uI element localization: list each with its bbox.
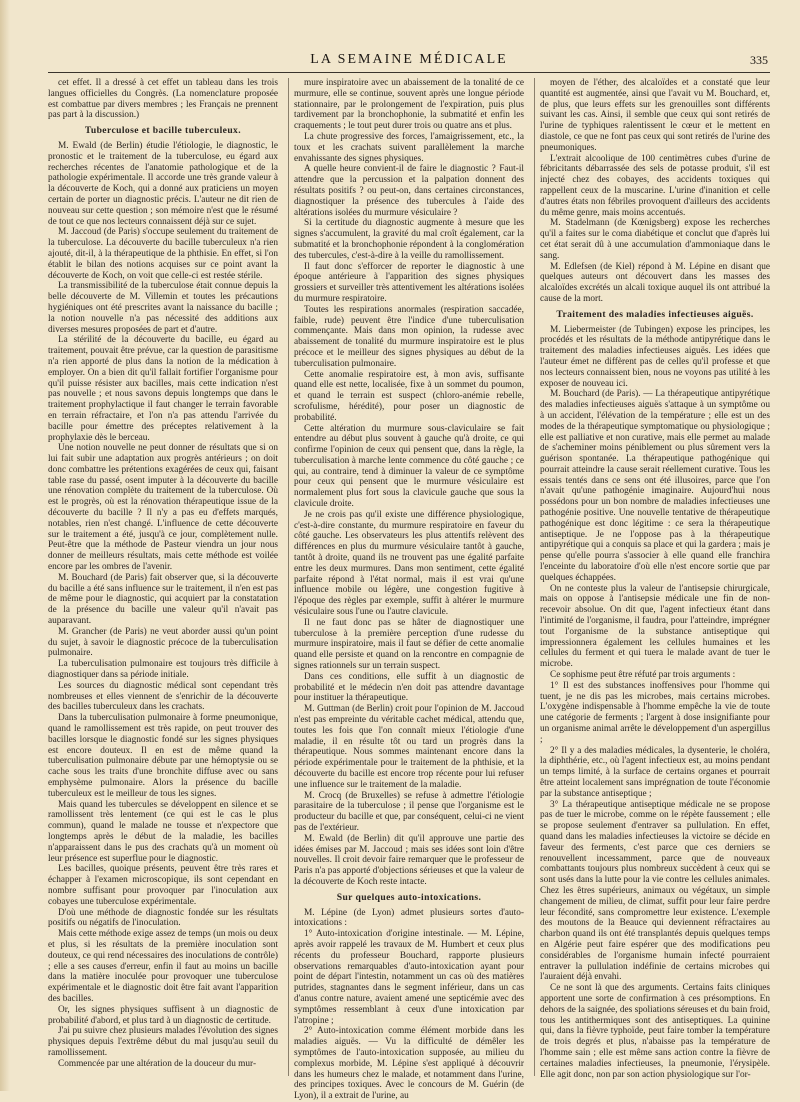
paragraph: Cette anomalie respiratoire est, à mon avis, suffisante quand elle est nette, localisée, fixe à un sommet du poumon, et quand le terrain est suspect (chloro-anémie rebelle, scrofulisme, hérédité), pour poser un diagnostic de probabilité. bbox=[294, 369, 524, 423]
paragraph: La tuberculisation pulmonaire est toujours très difficile à diagnostiquer dans sa période initiale. bbox=[48, 659, 278, 681]
paragraph: M. Guttman (de Berlin) croit pour l'opinion de M. Jaccoud n'est pas empreinte du véritable cachet médical, attendu que, toutes les fois que l'on connaît mieux l'étiologie d'une maladie, il en résulte tôt ou tard un progrès dans la thérapeutique. Nous sommes maintenant encore dans la période expérimentale pour le traitement de la phthisie, et la découverte du bacille est encore trop récente pour lui refuser une influence sur le traitement de la maladie. bbox=[294, 704, 524, 790]
paragraph: mure inspiratoire avec un abaissement de la tonalité de ce murmure, elle se continue, souvent après une longue période stationnaire, par le prolongement de l'expiration, puis plus tardivement par la bronchophonie, la submatité et enfin les craquements ; le tout peut durer trois ou quatre ans et plus. bbox=[294, 78, 524, 132]
paragraph: M. Stadelmann (de Kœnigsberg) expose les recherches qu'il a faites sur le coma diabétique et conclut que d'après lui cet état serait dû à une accumulation d'ammoniaque dans le sang. bbox=[540, 218, 770, 261]
article-columns bbox=[48, 78, 770, 1102]
paragraph: Dans ces conditions, elle suffit à un diagnostic de probabilité et le médecin n'en doit pas attendre davantage pour instituer la thérapeutique. bbox=[294, 671, 524, 704]
paragraph: Ce sophisme peut être réfuté par trois arguments : bbox=[550, 670, 736, 681]
paragraph: Il faut donc s'efforcer de reporter le diagnostic à une époque antérieure à l'apparition des signes physiques grossiers et surveiller très attentivement les altérations isolées du murmure respiratoire. bbox=[294, 261, 524, 304]
paragraph: Or, les signes physiques suffisent à un diagnostic de probabilité d'abord, et plus tard à un diagnostic de certitude. bbox=[48, 1004, 278, 1026]
paragraph: Dans la tuberculisation pulmonaire à forme pneumonique, quand le ramollissement est très rapide, on peut trouver des bacilles lorsque le diagnostic fondé sur les signes physiques est encore douteux. Il en est de même quand la tuberculisation pulmonaire débute par une hémoptysie ou se cache sous les traits d'une bronchite diffuse avec ou sans emphysème pulmonaire. Alors la présence du bacille tuberculeux est le meilleur de tous les signes. bbox=[48, 713, 278, 799]
paragraph: 1° Auto-intoxication d'origine intestinale. — M. Lépine, après avoir rappelé les travaux de M. Humbert et ceux plus récents du professeur Bouchard, rapporte plusieurs observations remarquables d'auto-intoxication ayant pour point de départ l'intestin, notamment un cas où des matières putrides, stagnantes dans le segment inférieur, dans un cas d'anus contre nature, avaient amené une septicémie avec des symptômes ressemblant à ceux d'une intoxication par l'atropine ; bbox=[294, 929, 524, 1026]
paragraph: M. Crocq (de Bruxelles) se refuse à admettre l'étiologie parasitaire de la tuberculose ; il pense que l'organisme est le producteur du bacille et que, par conséquent, celui-ci ne vient pas de l'extérieur. bbox=[294, 790, 524, 833]
page-number: 335 bbox=[750, 53, 768, 67]
column-2 bbox=[294, 78, 524, 1102]
paragraph: Il ne faut donc pas se hâter de diagnostiquer une tuberculose à la première perception d'une rudesse du murmure inspiratoire, mais il faut se défier de cette anomalie quand elle persiste et quand on la rencontre en compagnie de signes rationnels sur un terrain suspect. bbox=[294, 617, 524, 672]
paragraph: moyen de l'éther, des alcaloïdes et a constaté que leur quantité est augmentée, ainsi que l'avait vu M. Bouchard, et, de plus, que leurs effets sur les grenouilles sont différents suivant les cas. Ainsi, il semble que ceux qui sont retirés de l'urine de typhiques ralentissent le cœur et le mettent en diastole, ce que ne font pas ceux qui sont retirés de l'urine des pneumoniques. bbox=[540, 78, 770, 153]
paragraph: 2° Il y a des maladies médicales, la dysenterie, le choléra, la diphthérie, etc., où l'agent infectieux est, au moins pendant un temps limité, à la surface de certains organes et pourrait être atteint localement sans imprégnation de toute l'économie par la substance antiseptique ; bbox=[540, 745, 770, 799]
journal-title: LA SEMAINE MÉDICALE bbox=[310, 52, 508, 67]
column-3 bbox=[540, 78, 770, 1078]
paragraph: M. Bouchard (de Paris). — La thérapeutique antipyrétique des maladies infectieuses aiguës s'attaque à un symptôme ou à un accident, l'élévation de la température ; elle est un des modes de la thérapeutique symptomatique ou physiologique ; elle est palliative et non curative, mais elle permet au malade de s'acheminer moins péniblement ou plus sûrement vers la guérison spontanée. La thérapeutique pathogénique qui pourrait atteindre la cause serait réellement curative. Tous les essais tentés dans ce sens ont été illusoires, parce que l'on n'avait qu'une pathogénie imaginaire. Aujourd'hui nous possédons pour un bon nombre de maladies infectieuses une pathogénie positive. Une nouvelle tentative de thérapeutique pathogénique est donc légitime : ce sera la thérapeutique antiseptique. Je ne l'oppose pas à la thérapeutique antipyrétique qui a conquis sa place et qui la gardera ; mais je pense qu'elle pourra s'associer à elle quand elle franchira l'enceinte du laboratoire d'où elle n'est encore sortie que par quelques échappées. bbox=[540, 389, 770, 583]
paragraph: A quelle heure convient-il de faire le diagnostic ? Faut-il attendre que la percussion et la palpation donnent des résultats positifs ? ou peut-on, dans certaines circonstances, diagnostiquer la présence des tubercules à l'aide des altérations isolées du murmure vésiculaire ? bbox=[294, 164, 524, 218]
paragraph: La stérilité de la découverte du bacille, eu égard au traitement, pouvait être prévue, car la question de parasitisme n'a rien apporté de plus dans la notion de la médication à employer. On a bien dit qu'il fallait fortifier l'organisme pour qu'il puisse résister aux bacilles, mais cette indication n'est pas nouvelle ; et nous savons depuis longtemps que dans le traitement prophylactique il faut changer le terrain favorable en terrain réfractaire, et l'on n'a pas attendu l'arrivée du bacille pour émettre des préceptes relativement à la prophylaxie dès le berceau. bbox=[48, 335, 278, 443]
paragraph: On ne conteste plus la valeur de l'antisepsie chirurgicale, mais on oppose à l'antisepsie médicale une fin de non-recevoir absolue. On dit que, l'agent infectieux étant dans l'intimité de l'organisme, il faudra, pour l'atteindre, imprégner tout l'organisme de la substance antiseptique qui impressionnera également les cellules humaines et les cellules du ferment et qui tuera le malade avant de tuer le microbe. bbox=[540, 583, 770, 670]
paragraph: M. Grancher (de Paris) ne veut aborder aussi qu'un point du sujet, à savoir le diagnostic précoce de la tuberculisation pulmonaire. bbox=[48, 626, 278, 659]
paragraph: J'ai pu suivre chez plusieurs malades l'évolution des signes physiques depuis l'extrême début du mal jusqu'au seuil du ramollissement. bbox=[48, 1026, 278, 1058]
paragraph: D'où une méthode de diagnostic fondée sur les résultats positifs ou négatifs de l'inoculation. bbox=[48, 907, 278, 929]
paragraph: Les sources du diagnostic médical sont cependant très nombreuses et elles viennent de s'enrichir de la découverte des bacilles tuberculeux dans les crachats. bbox=[48, 680, 278, 713]
paragraph: L'extrait alcoolique de 100 centimètres cubes d'urine de fébricitants débarrassée des sels de potasse produit, s'il est injecté chez des cobayes, des accidents toxiques qui rappellent ceux de la muscarine. L'urine d'inanition et celle d'autres états non fébriles provoquent d'ailleurs des accidents du même genre, mais moins accentués. bbox=[540, 153, 770, 218]
section-heading: Tuberculose et bacille tuberculeux. bbox=[84, 125, 242, 137]
paragraph: 3° La thérapeutique antiseptique médicale ne se propose pas de tuer le microbe, comme on le répète faussement ; elle se propose seulement d'entraver sa pullulation. En effet, quand dans les maladies infectieuses la victoire se décide en faveur des ferments, c'est parce que ces derniers se renouvellent incessamment, parce que de nouveaux combattants toujours plus nombreux succèdent à ceux qui se sont usés dans la lutte pour la vie contre les cellules animales. Chez les êtres supérieurs, animaux ou végétaux, un simple changement de milieu, de climat, suffit pour leur faire perdre leur fécondité, sans compromettre leur existence. L'exemple des moutons de la Beauce qui deviennent réfractaires au charbon quand ils ont été transplantés depuis quelques temps en Algérie peut faire espérer que des modifications peu considérables de l'organisme humain infecté pourraient entraver la pullulation indéfinie de certains microbes qui l'auraient déjà envahi. bbox=[540, 799, 770, 983]
paragraph: Toutes les respirations anormales (respiration saccadée, faible, rude) peuvent être l'indice d'une tuberculisation commençante. Mais dans mon opinion, la rudesse avec abaissement de tonalité du murmure inspiratoire est le plus précoce et le meilleur des signes physiques au début de la tuberculisation pulmonaire. bbox=[294, 304, 524, 369]
paragraph: Mais quand les tubercules se développent en silence et se ramollissent très lentement (ce qui est le cas le plus commun), quand le malade ne tousse et n'expectore que longtemps après le début de la maladie, les bacilles n'apparaissent dans le pus des crachats qu'à un moment où leur présence est superflue pour le diagnostic. bbox=[48, 799, 278, 864]
paragraph: M. Jaccoud (de Paris) s'occupe seulement du traitement de la tuberculose. La découverte du bacille tuberculeux n'a rien ajouté, dit-il, à la thérapeutique de la phthisie. En effet, si l'on établit le bilan des notions acquises sur ce point avant la découverte de Koch, on voit que celle-ci est restée stérile. bbox=[48, 227, 278, 281]
page-header bbox=[48, 52, 770, 70]
paragraph: Ce ne sont là que des arguments. Certains faits cliniques apportent une sorte de confirmation à ces présomptions. En dehors de la saignée, des spoliations séreuses et du bain froid, tous les antithermiques sont des antiseptiques. La quinine qui, dans la fièvre typhoïde, peut faire tomber la température de trois degrés et plus, n'abaisse pas la température de l'homme sain ; elle est même sans action contre la fièvre de certaines maladies infectieuses, la pneumonie, l'érysipèle. Elle agit donc, non par son action physiologique sur l'or- bbox=[540, 983, 770, 1080]
paragraph: Commencée par une altération de la douceur du mur- bbox=[58, 1058, 257, 1069]
header-rule bbox=[48, 72, 770, 73]
paragraph: M. Edlefsen (de Kiel) répond à M. Lépine en disant que quelques auteurs ont découvert dans les masses des alcaloïdes excrétés un alcali toxique auquel ils ont attribué la cause de la mort. bbox=[540, 261, 770, 304]
page-edge-shadow bbox=[0, 0, 10, 1091]
paragraph: Une notion nouvelle ne peut donner de résultats que si on lui fait subir une adaptation aux progrès antérieurs ; on doit donc combattre les prétentions exagérées de ceux qui, faisant table rase du passé, osent imputer à la découverte du bacille une rénovation complète du traitement de la tuberculose. Où est le progrès, où est la rénovation thérapeutique issue de la découverte du bacille ? Il n'y a pas eu d'effets marqués, notables, rien n'est changé. L'influence de cette découverte sur le traitement a été, jusqu'à ce jour, complètement nulle. Peut-être que la méthode de Pasteur viendra un jour nous donner de meilleurs résultats, mais cette méthode est voilée encore par les ombres de l'avenir. bbox=[48, 443, 278, 573]
column-1 bbox=[48, 78, 278, 1078]
paragraph: M. Ewald (de Berlin) étudie l'étiologie, le diagnostic, le pronostic et le traitement de la tuberculose, eu égard aux recherches récentes de l'anatomie pathologique et de la pathologie expérimentale. Il accorde une très grande valeur à la découverte de Koch, qui a donné aux praticiens un moyen certain de porter un diagnostic précis. L'auteur ne dit rien de nouveau sur cette question ; son mémoire n'est que le résumé de tout ce que nos lecteurs connaissent déjà sur ce sujet. bbox=[48, 140, 278, 227]
paragraph: M. Liebermeister (de Tubingen) expose les principes, les procédés et les résultats de la méthode antipyrétique dans le traitement des maladies infectieuses aiguës. Les idées que l'auteur émet ne diffèrent pas de celles qu'il professe et que nos lecteurs connaissent bien, nous ne voyons pas utilité à les exposer de nouveau ici. bbox=[540, 324, 770, 389]
paragraph: Les bacilles, quoique présents, peuvent être très rares et échapper à l'examen microscopique, ils sont cependant en nombre suffisant pour provoquer par l'inoculation aux cobayes une tuberculose expérimentale. bbox=[48, 864, 278, 907]
paragraph: cet effet. Il a dressé à cet effet un tableau dans les trois langues officielles du Congrès. (La nomenclature proposée est combattue par divers membres ; les Français ne prennent pas part à la discussion.) bbox=[48, 78, 278, 121]
paragraph: M. Ewald (de Berlin) dit qu'il approuve une partie des idées émises par M. Jaccoud ; mais ses idées sont loin d'être nouvelles. Il croit devoir faire remarquer que le professeur de Paris n'a pas apporté d'objections sérieuses et que la valeur de la découverte de Koch reste intacte. bbox=[294, 833, 524, 887]
paragraph: M. Bouchard (de Paris) fait observer que, si la découverte du bacille a été sans influence sur le traitement, il n'en est pas de même pour le diagnostic, qui acquiert par la constatation de la présence du bacille une valeur qu'il n'avait pas auparavant. bbox=[48, 572, 278, 627]
paragraph: 1° Il est des substances inoffensives pour l'homme qui tuent, je ne dis pas les microbes, mais certains microbes. L'oxygène indispensable à l'homme empêche la vie de toute une catégorie de ferments ; l'argent à dose insignifiante pour un organisme animal arrête le développement d'un aspergillus ; bbox=[540, 680, 770, 745]
paragraph: 2° Auto-intoxication comme élément morbide dans les maladies aiguës. — Vu la difficulté de démêler les symptômes de l'auto-intoxication supposée, au milieu du complexus morbide, M. Lépine s'est appliqué à découvrir dans les humeurs chez le malade, et notamment dans l'urine, des principes toxiques. Avec le concours de M. Guérin (de Lyon), il a extrait de l'urine, au bbox=[294, 1026, 524, 1102]
section-heading: Traitement des maladies infectieuses aiguës. bbox=[556, 308, 754, 320]
paragraph: Mais cette méthode exige assez de temps (un mois ou deux et plus, si les résultats de la première inoculation sont douteux, ce qui rend nécessaires des inoculations de contrôle) ; elle a ses causes d'erreur, enfin il faut au moins un bacille dans la matière inoculée pour provoquer une tuberculose expérimentale et le diagnostic doit être fait avant l'apparition des bacilles. bbox=[48, 929, 278, 1004]
paragraph: Si la certitude du diagnostic augmente à mesure que les signes s'accumulent, la gravité du mal croît également, car la submatité et la bronchophonie répondent à la conglomération des tubercules, c'est-à-dire à la veille du ramollissement. bbox=[294, 218, 524, 261]
paragraph: M. Lépine (de Lyon) admet plusieurs sortes d'auto-intoxications : bbox=[294, 907, 524, 929]
paragraph: Je ne crois pas qu'il existe une différence physiologique, c'est-à-dire constante, du murmure respiratoire en faveur du côté gauche. Les observateurs les plus attentifs relèvent des différences en plus du murmure vésiculaire tantôt à gauche, tantôt à droite, quand ils ne trouvent pas une égalité parfaite entre les deux murmures. Dans mon sentiment, cette égalité parfaite répond à l'état normal, mais il est vrai qu'une influence mobile ou légère, une congestion fugitive à l'époque des règles par exemple, suffit à altérer le murmure vésiculaire sous l'une ou l'autre clavicule. bbox=[294, 509, 524, 618]
paragraph: La chute progressive des forces, l'amaigrissement, etc., la toux et les crachats suivent parallèlement la marche envahissante des signes physiques. bbox=[294, 131, 524, 164]
paragraph: La transmissibilité de la tuberculose était connue depuis la belle découverte de M. Villemin et toutes les précautions hygiéniques ont été prescrites avant la naissance du bacille ; la notion nouvelle n'a pas nécessité des additions aux diverses mesures proposées de part et d'autre. bbox=[48, 281, 278, 335]
paragraph: Cette altération du murmure sous-claviculaire se fait entendre au début plus souvent à gauche qu'à droite, ce qui confirme l'opinion de ceux qui pensent que, dans la règle, la tuberculisation à marche lente commence du côté gauche ; ce qui, au contraire, tend à diminuer la valeur de ce symptôme pour ceux qui pensent que le murmure vésiculaire est normalement plus fort sous la clavicule gauche que sous la clavicule droite. bbox=[294, 423, 524, 510]
section-heading: Sur quelques auto-intoxications. bbox=[336, 891, 482, 903]
